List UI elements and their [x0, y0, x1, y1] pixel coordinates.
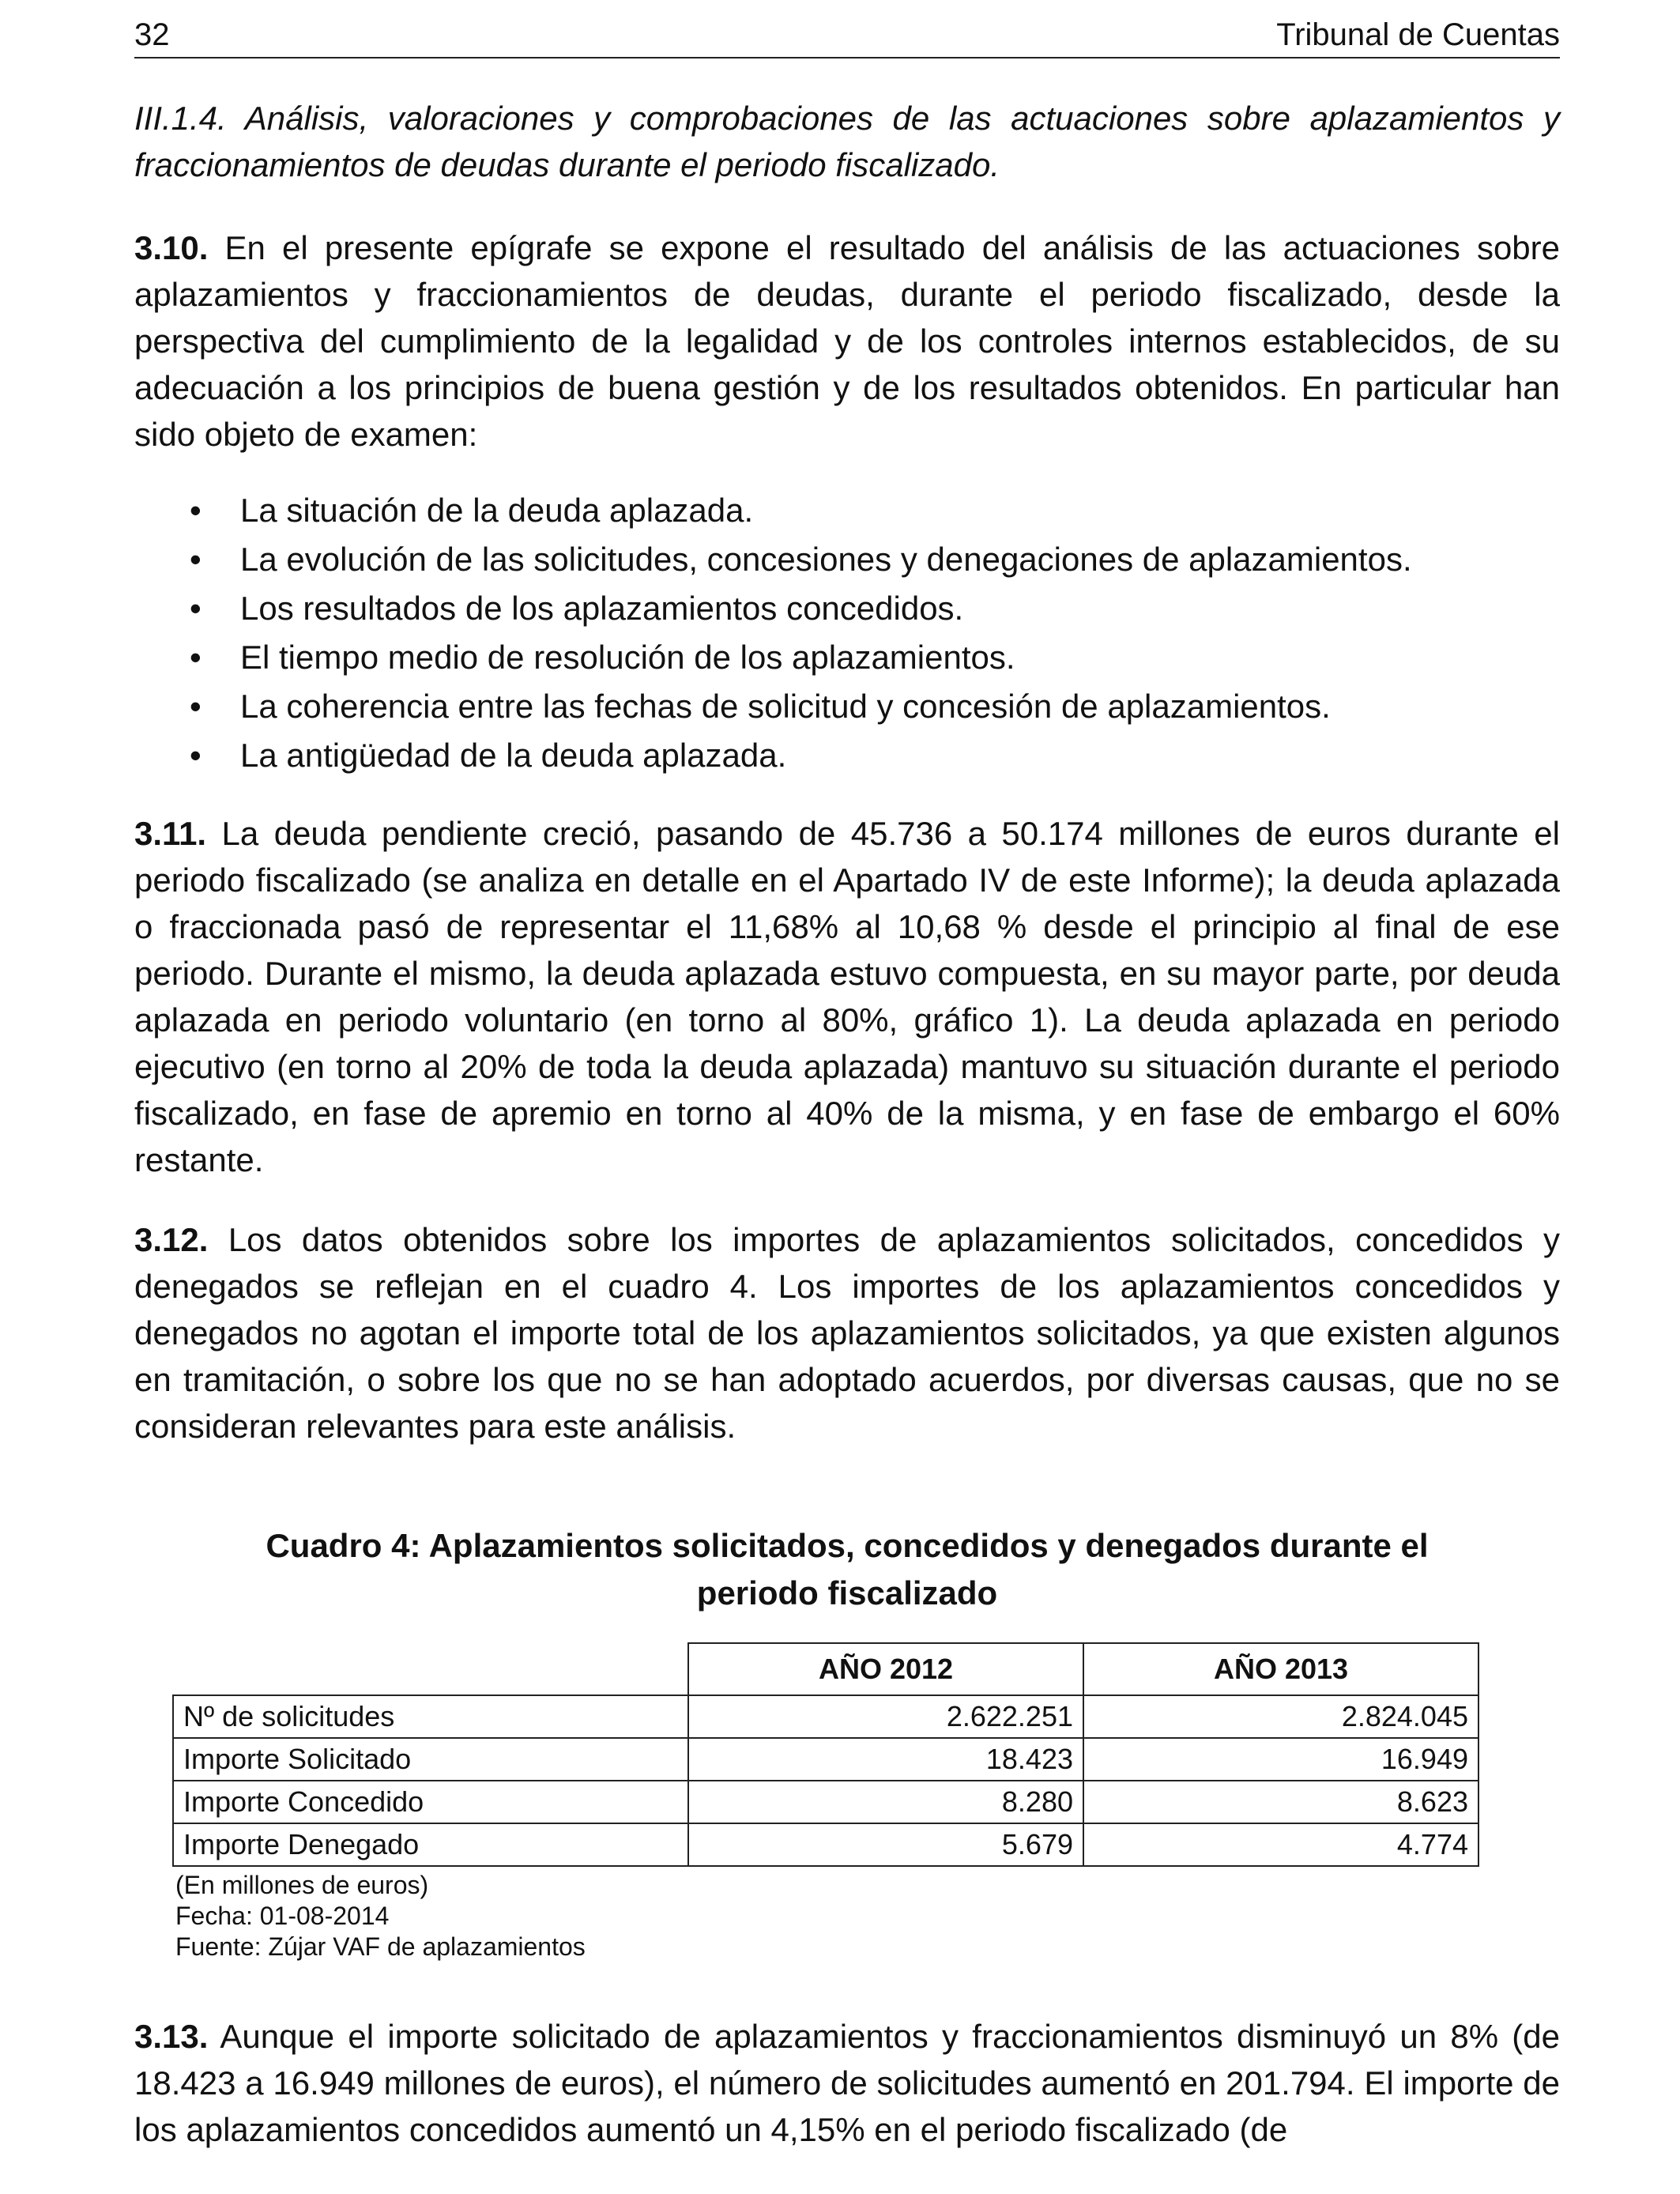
list-item: • La antigüedad de la deuda aplazada.	[134, 731, 1560, 780]
page-number: 32	[134, 17, 170, 52]
cell-2013: 8.623	[1083, 1781, 1478, 1823]
paragraph-number: 3.10.	[134, 229, 209, 266]
list-item: • La evolución de las solicitudes, concesiones y denegaciones de aplazamientos.	[134, 535, 1560, 584]
cell-2012: 18.423	[688, 1738, 1083, 1781]
paragraph-3-13	[134, 2013, 1560, 2153]
bullet-icon: •	[190, 639, 202, 676]
cell-2013: 16.949	[1083, 1738, 1478, 1781]
paragraph-number: 3.11.	[134, 815, 207, 852]
bullet-icon: •	[190, 688, 202, 725]
cell-2012: 2.622.251	[688, 1695, 1083, 1738]
row-label: Nº de solicitudes	[173, 1695, 688, 1738]
column-header-2012: AÑO 2012	[688, 1643, 1083, 1695]
table-note-source: Fuente: Zújar VAF de aplazamientos	[175, 1932, 586, 1961]
section-title: III.1.4. Análisis, valoraciones y comprobaciones de las actuaciones sobre aplazamientos y fraccionamientos de deudas durante el periodo fiscalizado.	[134, 100, 1560, 183]
paragraph-3-12	[134, 1216, 1560, 1449]
column-header-2013: AÑO 2013	[1083, 1643, 1478, 1695]
table-header-row	[173, 1643, 1478, 1695]
paragraph-text: La deuda pendiente creció, pasando de 45.736 a 50.174 millones de euros durante el periodo fiscalizado (se analiza en detalle en el Apartado IV de este Informe); la deuda aplazada o fraccionada pasó de representar el 11,68% al 10,68 % desde el principio al final de ese periodo. Durante el mismo, la deuda aplazada estuvo compuesta, en su mayor parte, por deuda aplazada en periodo voluntario (en torno al 80%, gráfico 1). La deuda aplazada en periodo ejecutivo (en torno al 20% de toda la deuda aplazada) mantuvo su situación durante el periodo fiscalizado, en fase de apremio en torno al 40% de la misma, y en fase de embargo el 60% restante.	[134, 815, 1560, 1178]
table-notes	[175, 1870, 1560, 1962]
list-item: • El tiempo medio de resolución de los aplazamientos.	[134, 633, 1560, 682]
data-table	[172, 1642, 1479, 1867]
bullet-icon: •	[190, 492, 202, 529]
list-item: • Los resultados de los aplazamientos concedidos.	[134, 584, 1560, 633]
table-note-date: Fecha: 01-08-2014	[175, 1902, 390, 1930]
examined-items-list	[134, 486, 1560, 780]
table-corner-cell	[173, 1643, 688, 1695]
table-caption: Cuadro 4: Aplazamientos solicitados, concedidos y denegados durante el periodo fiscalizado	[266, 1527, 1429, 1612]
paragraph-number: 3.12.	[134, 1221, 209, 1258]
table-row	[173, 1781, 1478, 1823]
list-item: • La coherencia entre las fechas de solicitud y concesión de aplazamientos.	[134, 682, 1560, 731]
bullet-icon: •	[190, 590, 202, 627]
row-label: Importe Denegado	[173, 1823, 688, 1866]
bullet-icon: •	[190, 737, 202, 774]
list-item: • La situación de la deuda aplazada.	[134, 486, 1560, 535]
table-row	[173, 1823, 1478, 1866]
row-label: Importe Concedido	[173, 1781, 688, 1823]
table-note-units: (En millones de euros)	[175, 1871, 429, 1899]
header-organization: Tribunal de Cuentas	[1276, 17, 1560, 52]
table-row	[173, 1738, 1478, 1781]
paragraph-text: En el presente epígrafe se expone el resultado del análisis de las actuaciones sobre aplazamientos y fraccionamientos de deudas, durante el periodo fiscalizado, desde la perspectiva del cumplimiento de la legalidad y de los controles internos establecidos, de su adecuación a los principios de buena gestión y de los resultados obtenidos. En particular han sido objeto de examen:	[134, 229, 1560, 453]
paragraph-number: 3.13.	[134, 2018, 209, 2055]
cell-2013: 2.824.045	[1083, 1695, 1478, 1738]
cell-2012: 5.679	[688, 1823, 1083, 1866]
cell-2013: 4.774	[1083, 1823, 1478, 1866]
table-row	[173, 1695, 1478, 1738]
page-content	[134, 95, 1560, 2153]
page-header	[134, 17, 1560, 58]
bullet-icon: •	[190, 541, 202, 578]
paragraph-text: Aunque el importe solicitado de aplazamientos y fraccionamientos disminuyó un 8% (de 18.423 a 16.949 millones de euros), el número de solicitudes aumentó en 201.794. El importe de los aplazamientos concedidos aumentó un 4,15% en el periodo fiscalizado (de	[134, 2018, 1560, 2148]
cell-2012: 8.280	[688, 1781, 1083, 1823]
paragraph-text: Los datos obtenidos sobre los importes de aplazamientos solicitados, concedidos y denegados se reflejan en el cuadro 4. Los importes de los aplazamientos concedidos y denegados no agotan el importe total de los aplazamientos solicitados, ya que existen algunos en tramitación, o sobre los que no se han adoptado acuerdos, por diversas causas, que no se consideran relevantes para este análisis.	[134, 1221, 1560, 1445]
paragraph-3-10	[134, 224, 1560, 458]
row-label: Importe Solicitado	[173, 1738, 688, 1781]
paragraph-3-11	[134, 810, 1560, 1183]
